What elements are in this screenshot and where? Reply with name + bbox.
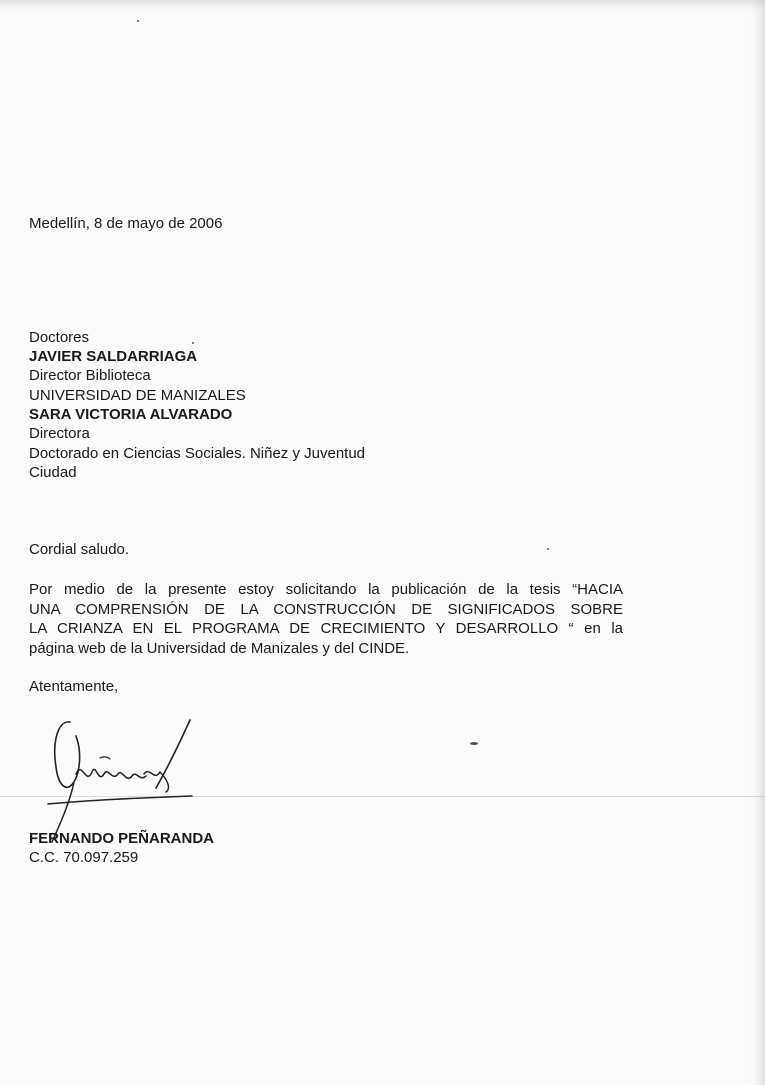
letter-body (29, 580, 623, 658)
scan-speck (547, 548, 549, 550)
date-line: Medellín, 8 de mayo de 2006 (29, 215, 223, 232)
recipient-city: Ciudad (29, 464, 77, 481)
scan-shadow-right (751, 0, 765, 1085)
body-line: LA CRIANZA EN EL PROGRAMA DE CRECIMIENTO Y DESARROLLO “ en la (29, 620, 623, 637)
recipient2-role: Directora (29, 425, 90, 442)
scan-shadow-top (0, 0, 765, 10)
recipient1-name: JAVIER SALDARRIAGA (29, 348, 198, 365)
scan-speck (137, 20, 139, 22)
recipient1-org: UNIVERSIDAD DE MANIZALES (29, 387, 246, 404)
body-line: página web de la Universidad de Manizales y del CINDE. (29, 639, 410, 657)
recipient2-name: SARA VICTORIA ALVARADO (29, 406, 233, 423)
body-line: UNA COMPRENSIÓN DE LA CONSTRUCCIÓN DE SIGNIFICADOS SOBRE (29, 600, 623, 618)
recipients-title: Doctores (29, 329, 90, 346)
signer-name: FERNANDO PEÑARANDA (29, 830, 215, 847)
signer-id: C.C. 70.097.259 (29, 849, 139, 866)
scan-speck (470, 742, 478, 745)
recipient1-role: Director Biblioteca (29, 367, 151, 384)
body-line: Por medio de la presente estoy solicitando la publicación de la tesis “HACIA (29, 581, 623, 598)
closing: Atentamente, (29, 678, 119, 695)
greeting: Cordial saludo. (29, 541, 130, 558)
scan-speck (192, 342, 194, 344)
recipient2-program: Doctorado en Ciencias Sociales. Niñez y Juventud (29, 445, 366, 462)
